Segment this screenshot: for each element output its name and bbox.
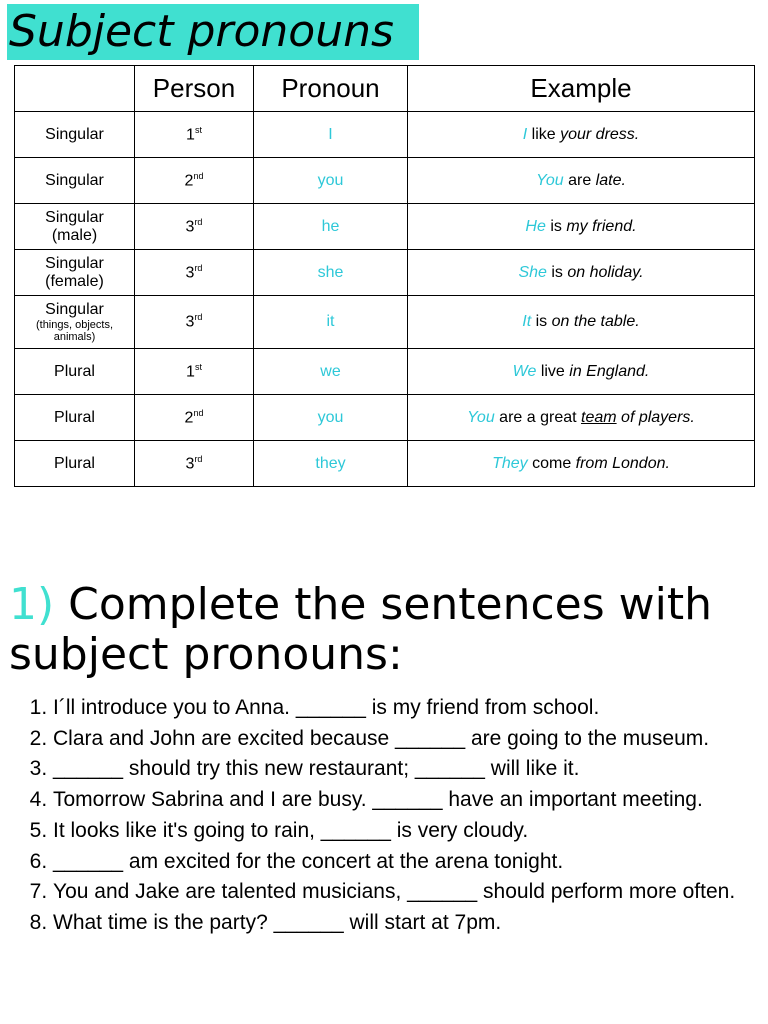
exercise-item: 8. What time is the party? ______ will start at 7pm. <box>53 908 768 939</box>
exercise-item: 2. Clara and John are excited because ______ are going to the museum. <box>53 724 768 755</box>
example-verb: is <box>546 263 568 281</box>
exercise-item: 7. You and Jake are talented musicians, ______ should perform more often. <box>53 877 768 908</box>
number-label: Singular <box>45 125 104 143</box>
example-verb: is <box>545 217 567 235</box>
example-rest: on holiday. <box>567 263 644 281</box>
number-label: Plural <box>54 408 95 426</box>
pronoun-cell: you <box>254 158 408 204</box>
person-ordinal: nd <box>193 407 204 418</box>
pronoun-cell: we <box>254 349 408 395</box>
person-value: 1 <box>186 363 195 381</box>
number-label: Plural <box>54 362 95 380</box>
example-cell <box>408 349 755 395</box>
number-sublabel: (female) <box>45 272 104 290</box>
person-value: 3 <box>185 218 195 236</box>
number-label: Singular <box>45 254 104 272</box>
person-ordinal: st <box>194 361 202 372</box>
table-row <box>15 250 755 296</box>
person-cell <box>135 112 254 158</box>
number-cell <box>15 441 135 487</box>
example-cell <box>408 441 755 487</box>
example-pronoun: I <box>522 125 528 143</box>
person-value: 3 <box>185 264 195 282</box>
pronoun-cell: it <box>254 296 408 349</box>
person-ordinal: rd <box>194 453 203 464</box>
table-row <box>15 158 755 204</box>
number-cell <box>15 204 135 250</box>
example-cell <box>408 296 755 349</box>
example-verb: live <box>536 362 570 380</box>
header-cell <box>15 66 135 112</box>
table-row <box>15 112 755 158</box>
number-cell <box>15 112 135 158</box>
exercise-heading <box>9 580 759 680</box>
exercise-item: 5. It looks like it's going to rain, ______ is very cloudy. <box>53 816 768 847</box>
example-verb: come <box>527 454 576 472</box>
example-pronoun: You <box>467 408 495 426</box>
person-ordinal: nd <box>193 170 204 181</box>
table-row <box>15 204 755 250</box>
number-cell <box>15 158 135 204</box>
example-rest: your dress. <box>560 125 640 143</box>
example-cell <box>408 395 755 441</box>
exercise-item: 1. I´ll introduce you to Anna. ______ is my friend from school. <box>53 693 768 724</box>
person-ordinal: rd <box>194 216 203 227</box>
page-title: Subject pronouns <box>7 4 419 60</box>
number-label: Plural <box>54 454 95 472</box>
exercise-heading-text: Complete the sentences with subject pronouns: <box>9 579 713 680</box>
example-underlined: team <box>581 408 617 426</box>
example-pronoun: They <box>492 454 528 472</box>
person-cell <box>135 441 254 487</box>
number-label: Singular <box>45 208 104 226</box>
number-label: Singular <box>45 171 104 189</box>
example-rest: on the table. <box>551 313 640 330</box>
header-cell: Example <box>408 66 755 112</box>
number-cell <box>15 250 135 296</box>
pronoun-cell: they <box>254 441 408 487</box>
table-row <box>15 349 755 395</box>
person-cell <box>135 349 254 395</box>
number-sublabel: (male) <box>51 226 98 244</box>
example-rest: of players. <box>616 408 695 426</box>
exercise-item: 4. Tomorrow Sabrina and I are busy. ______ have an important meeting. <box>53 785 768 816</box>
exercise-item: 3. ______ should try this new restaurant; ______ will like it. <box>53 754 768 785</box>
example-verb: are a great <box>494 408 582 426</box>
number-cell <box>15 395 135 441</box>
exercise-list <box>20 693 768 939</box>
number-sublabel: (things, objects, animals) <box>35 319 114 343</box>
example-verb: like <box>527 125 561 143</box>
example-pronoun: He <box>525 217 546 235</box>
example-cell <box>408 204 755 250</box>
pronoun-cell: you <box>254 395 408 441</box>
table-row <box>15 441 755 487</box>
pronoun-cell: he <box>254 204 408 250</box>
exercise-number: 1) <box>9 579 55 630</box>
example-pronoun: It <box>522 313 532 330</box>
person-cell <box>135 250 254 296</box>
pronoun-table <box>14 65 755 487</box>
example-rest: from London. <box>575 454 670 472</box>
header-cell: Pronoun <box>254 66 408 112</box>
person-cell <box>135 395 254 441</box>
example-cell <box>408 158 755 204</box>
example-rest: my friend. <box>566 217 637 235</box>
table-row <box>15 296 755 349</box>
pronoun-cell: I <box>254 112 408 158</box>
person-value: 3 <box>185 455 195 473</box>
person-cell <box>135 204 254 250</box>
number-cell <box>15 296 135 349</box>
example-pronoun: She <box>518 263 547 281</box>
table-row <box>15 395 755 441</box>
person-cell <box>135 296 254 349</box>
example-verb: are <box>563 171 596 189</box>
header-cell: Person <box>135 66 254 112</box>
person-value: 2 <box>184 172 194 190</box>
example-rest: late. <box>595 171 626 189</box>
example-cell <box>408 250 755 296</box>
example-cell <box>408 112 755 158</box>
person-value: 3 <box>185 313 195 331</box>
pronoun-cell: she <box>254 250 408 296</box>
table-header-row <box>15 66 755 112</box>
number-label: Singular <box>45 301 104 318</box>
person-value: 2 <box>184 409 194 427</box>
person-cell <box>135 158 254 204</box>
example-rest: in England. <box>569 362 650 380</box>
example-pronoun: You <box>536 171 564 189</box>
example-verb: is <box>531 313 552 330</box>
person-value: 1 <box>186 126 195 144</box>
exercise-item: 6. ______ am excited for the concert at the arena tonight. <box>53 847 768 878</box>
number-cell <box>15 349 135 395</box>
person-ordinal: rd <box>194 312 203 323</box>
person-ordinal: rd <box>194 262 203 273</box>
person-ordinal: st <box>194 124 202 135</box>
example-pronoun: We <box>512 362 537 380</box>
